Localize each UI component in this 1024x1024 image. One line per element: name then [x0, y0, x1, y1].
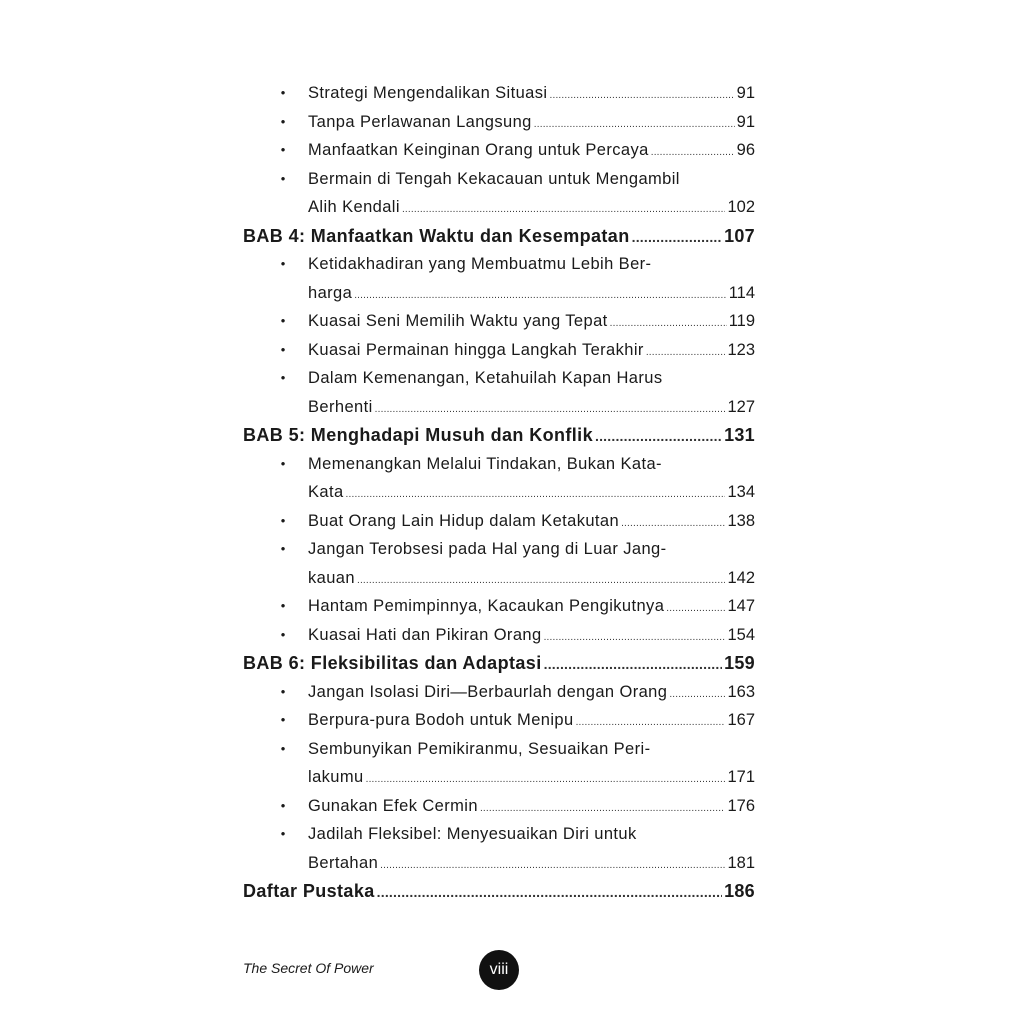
bullet-icon: •	[280, 712, 286, 727]
bullet-icon: •	[280, 455, 286, 471]
toc-chapter-entry	[243, 421, 755, 450]
entry-title: Kuasai Seni Memilih Waktu yang Tepat	[308, 312, 608, 330]
table-of-contents	[243, 79, 755, 906]
toc-entry-continuation	[243, 849, 755, 878]
toc-entry	[243, 108, 755, 137]
entry-title-line1: Memenangkan Melalui Tindakan, Bukan Kata-	[308, 454, 662, 473]
dot-leader	[354, 282, 726, 311]
bullet-icon: •	[280, 170, 286, 186]
entry-title-line2: Alih Kendali	[308, 198, 400, 216]
dot-leader	[480, 795, 726, 824]
bullet-icon: •	[280, 740, 286, 756]
toc-entry	[243, 735, 755, 764]
entry-page-number: 154	[727, 625, 755, 644]
toc-entry	[243, 364, 755, 393]
toc-entry	[243, 592, 755, 621]
dot-leader	[380, 852, 725, 881]
bullet-icon: •	[280, 142, 286, 157]
toc-entry	[243, 792, 755, 821]
bullet-icon: •	[280, 113, 286, 129]
dot-leader	[346, 481, 726, 510]
bullet-icon: •	[280, 598, 286, 613]
entry-title-line1: Sembunyikan Pemikiranmu, Sesuaikan Peri-	[308, 739, 651, 758]
dot-leader	[651, 139, 735, 168]
entry-title: Gunakan Efek Cermin	[308, 796, 478, 815]
dot-leader	[549, 82, 734, 111]
toc-chapter-entry	[243, 649, 755, 678]
entry-page-number: 176	[727, 796, 755, 815]
bullet-icon: •	[280, 313, 286, 328]
entry-title: Strategi Mengendalikan Situasi	[308, 84, 548, 102]
page-number-badge: viii	[479, 950, 519, 990]
entry-page-number: 171	[727, 768, 755, 786]
entry-page-number: 127	[727, 397, 755, 416]
entry-title-line2: lakumu	[308, 768, 364, 786]
entry-page-number: 163	[727, 682, 755, 701]
entry-page-number: 91	[736, 84, 755, 102]
toc-entry	[243, 450, 755, 479]
toc-entry-continuation	[243, 564, 755, 593]
dot-leader	[375, 396, 726, 425]
entry-page-number: 181	[727, 853, 755, 872]
toc-entry-continuation	[243, 763, 755, 792]
dot-leader	[666, 595, 725, 624]
dot-leader	[576, 709, 726, 738]
toc-entry	[243, 307, 755, 336]
entry-title-line2: Berhenti	[308, 397, 373, 416]
toc-entry	[243, 136, 755, 165]
entry-title-line2: harga	[308, 283, 353, 302]
entry-title-line2: Kata	[308, 483, 344, 501]
toc-entry	[243, 706, 755, 735]
dot-leader	[544, 624, 726, 653]
chapter-title: BAB 4: Manfaatkan Waktu dan Kesempatan	[243, 225, 630, 246]
entry-title-line1: Dalam Kemenangan, Ketahuilah Kapan Harus	[308, 369, 663, 387]
dot-leader	[646, 339, 726, 368]
dot-leader	[357, 567, 726, 596]
dot-leader	[402, 196, 726, 225]
entry-title: Tanpa Perlawanan Langsung	[308, 112, 532, 131]
dot-leader	[534, 111, 735, 140]
entry-title-line2: kauan	[308, 568, 355, 587]
dot-leader	[366, 766, 726, 795]
toc-entry	[243, 165, 755, 194]
entry-title-line1: Ketidakhadiran yang Membuatmu Lebih Ber-	[308, 255, 652, 273]
toc-entry	[243, 535, 755, 564]
dot-leader	[621, 510, 725, 539]
toc-entry	[243, 621, 755, 650]
dot-leader	[544, 650, 722, 679]
dot-leader	[610, 310, 727, 339]
toc-entry	[243, 250, 755, 279]
book-title: The Secret Of Power	[243, 960, 374, 976]
toc-entry	[243, 79, 755, 108]
dot-leader	[632, 223, 722, 252]
toc-entry-continuation	[243, 393, 755, 422]
entry-page-number: 147	[727, 597, 755, 615]
chapter-title: BAB 5: Menghadapi Musuh dan Konflik	[243, 425, 593, 445]
bullet-icon: •	[280, 85, 286, 100]
bullet-icon: •	[280, 512, 286, 528]
entry-title: Berpura-pura Bodoh untuk Menipu	[308, 711, 574, 729]
bullet-icon: •	[280, 626, 286, 642]
entry-page-number: 167	[727, 711, 755, 729]
toc-entry	[243, 820, 755, 849]
dot-leader	[377, 878, 722, 907]
entry-title-line1: Jadilah Fleksibel: Menyesuaikan Diri untuk	[308, 825, 637, 843]
toc-chapter-entry	[243, 877, 755, 906]
entry-title: Kuasai Hati dan Pikiran Orang	[308, 625, 542, 644]
entry-page-number: 114	[728, 283, 755, 302]
dot-leader	[595, 422, 722, 451]
entry-title: Manfaatkan Keinginan Orang untuk Percaya	[308, 141, 649, 159]
bullet-icon: •	[280, 797, 286, 813]
entry-page-number: 142	[727, 568, 755, 587]
chapter-page-number: 186	[724, 881, 755, 901]
bullet-icon: •	[280, 341, 286, 357]
chapter-page-number: 131	[724, 425, 755, 445]
entry-page-number: 134	[727, 483, 755, 501]
entry-page-number: 123	[727, 340, 755, 359]
entry-title: Hantam Pemimpinnya, Kacaukan Pengikutnya	[308, 597, 665, 615]
chapter-title: Daftar Pustaka	[243, 881, 375, 901]
toc-entry-continuation	[243, 279, 755, 308]
bullet-icon: •	[280, 683, 286, 699]
entry-page-number: 102	[727, 198, 755, 216]
dot-leader	[669, 681, 725, 710]
entry-title-line2: Bertahan	[308, 853, 379, 872]
entry-page-number: 138	[727, 511, 755, 530]
toc-chapter-entry	[243, 222, 755, 251]
entry-title-line1: Jangan Terobsesi pada Hal yang di Luar Jang-	[308, 540, 667, 558]
toc-entry	[243, 507, 755, 536]
bullet-icon: •	[280, 826, 286, 841]
chapter-page-number: 107	[724, 225, 755, 246]
toc-entry	[243, 336, 755, 365]
entry-page-number: 96	[736, 141, 755, 159]
bullet-icon: •	[280, 370, 286, 385]
toc-entry-continuation	[243, 193, 755, 222]
entry-title: Kuasai Permainan hingga Langkah Terakhir	[308, 340, 644, 359]
bullet-icon: •	[280, 541, 286, 556]
entry-page-number: 91	[736, 112, 755, 131]
entry-title: Buat Orang Lain Hidup dalam Ketakutan	[308, 511, 620, 530]
bullet-icon: •	[280, 256, 286, 271]
entry-title-line1: Bermain di Tengah Kekacauan untuk Mengambil	[308, 169, 680, 188]
entry-page-number: 119	[728, 312, 755, 330]
chapter-page-number: 159	[724, 653, 755, 673]
entry-title: Jangan Isolasi Diri—Berbaurlah dengan Orang	[308, 682, 668, 701]
toc-entry	[243, 678, 755, 707]
chapter-title: BAB 6: Fleksibilitas dan Adaptasi	[243, 653, 542, 673]
toc-entry-continuation	[243, 478, 755, 507]
